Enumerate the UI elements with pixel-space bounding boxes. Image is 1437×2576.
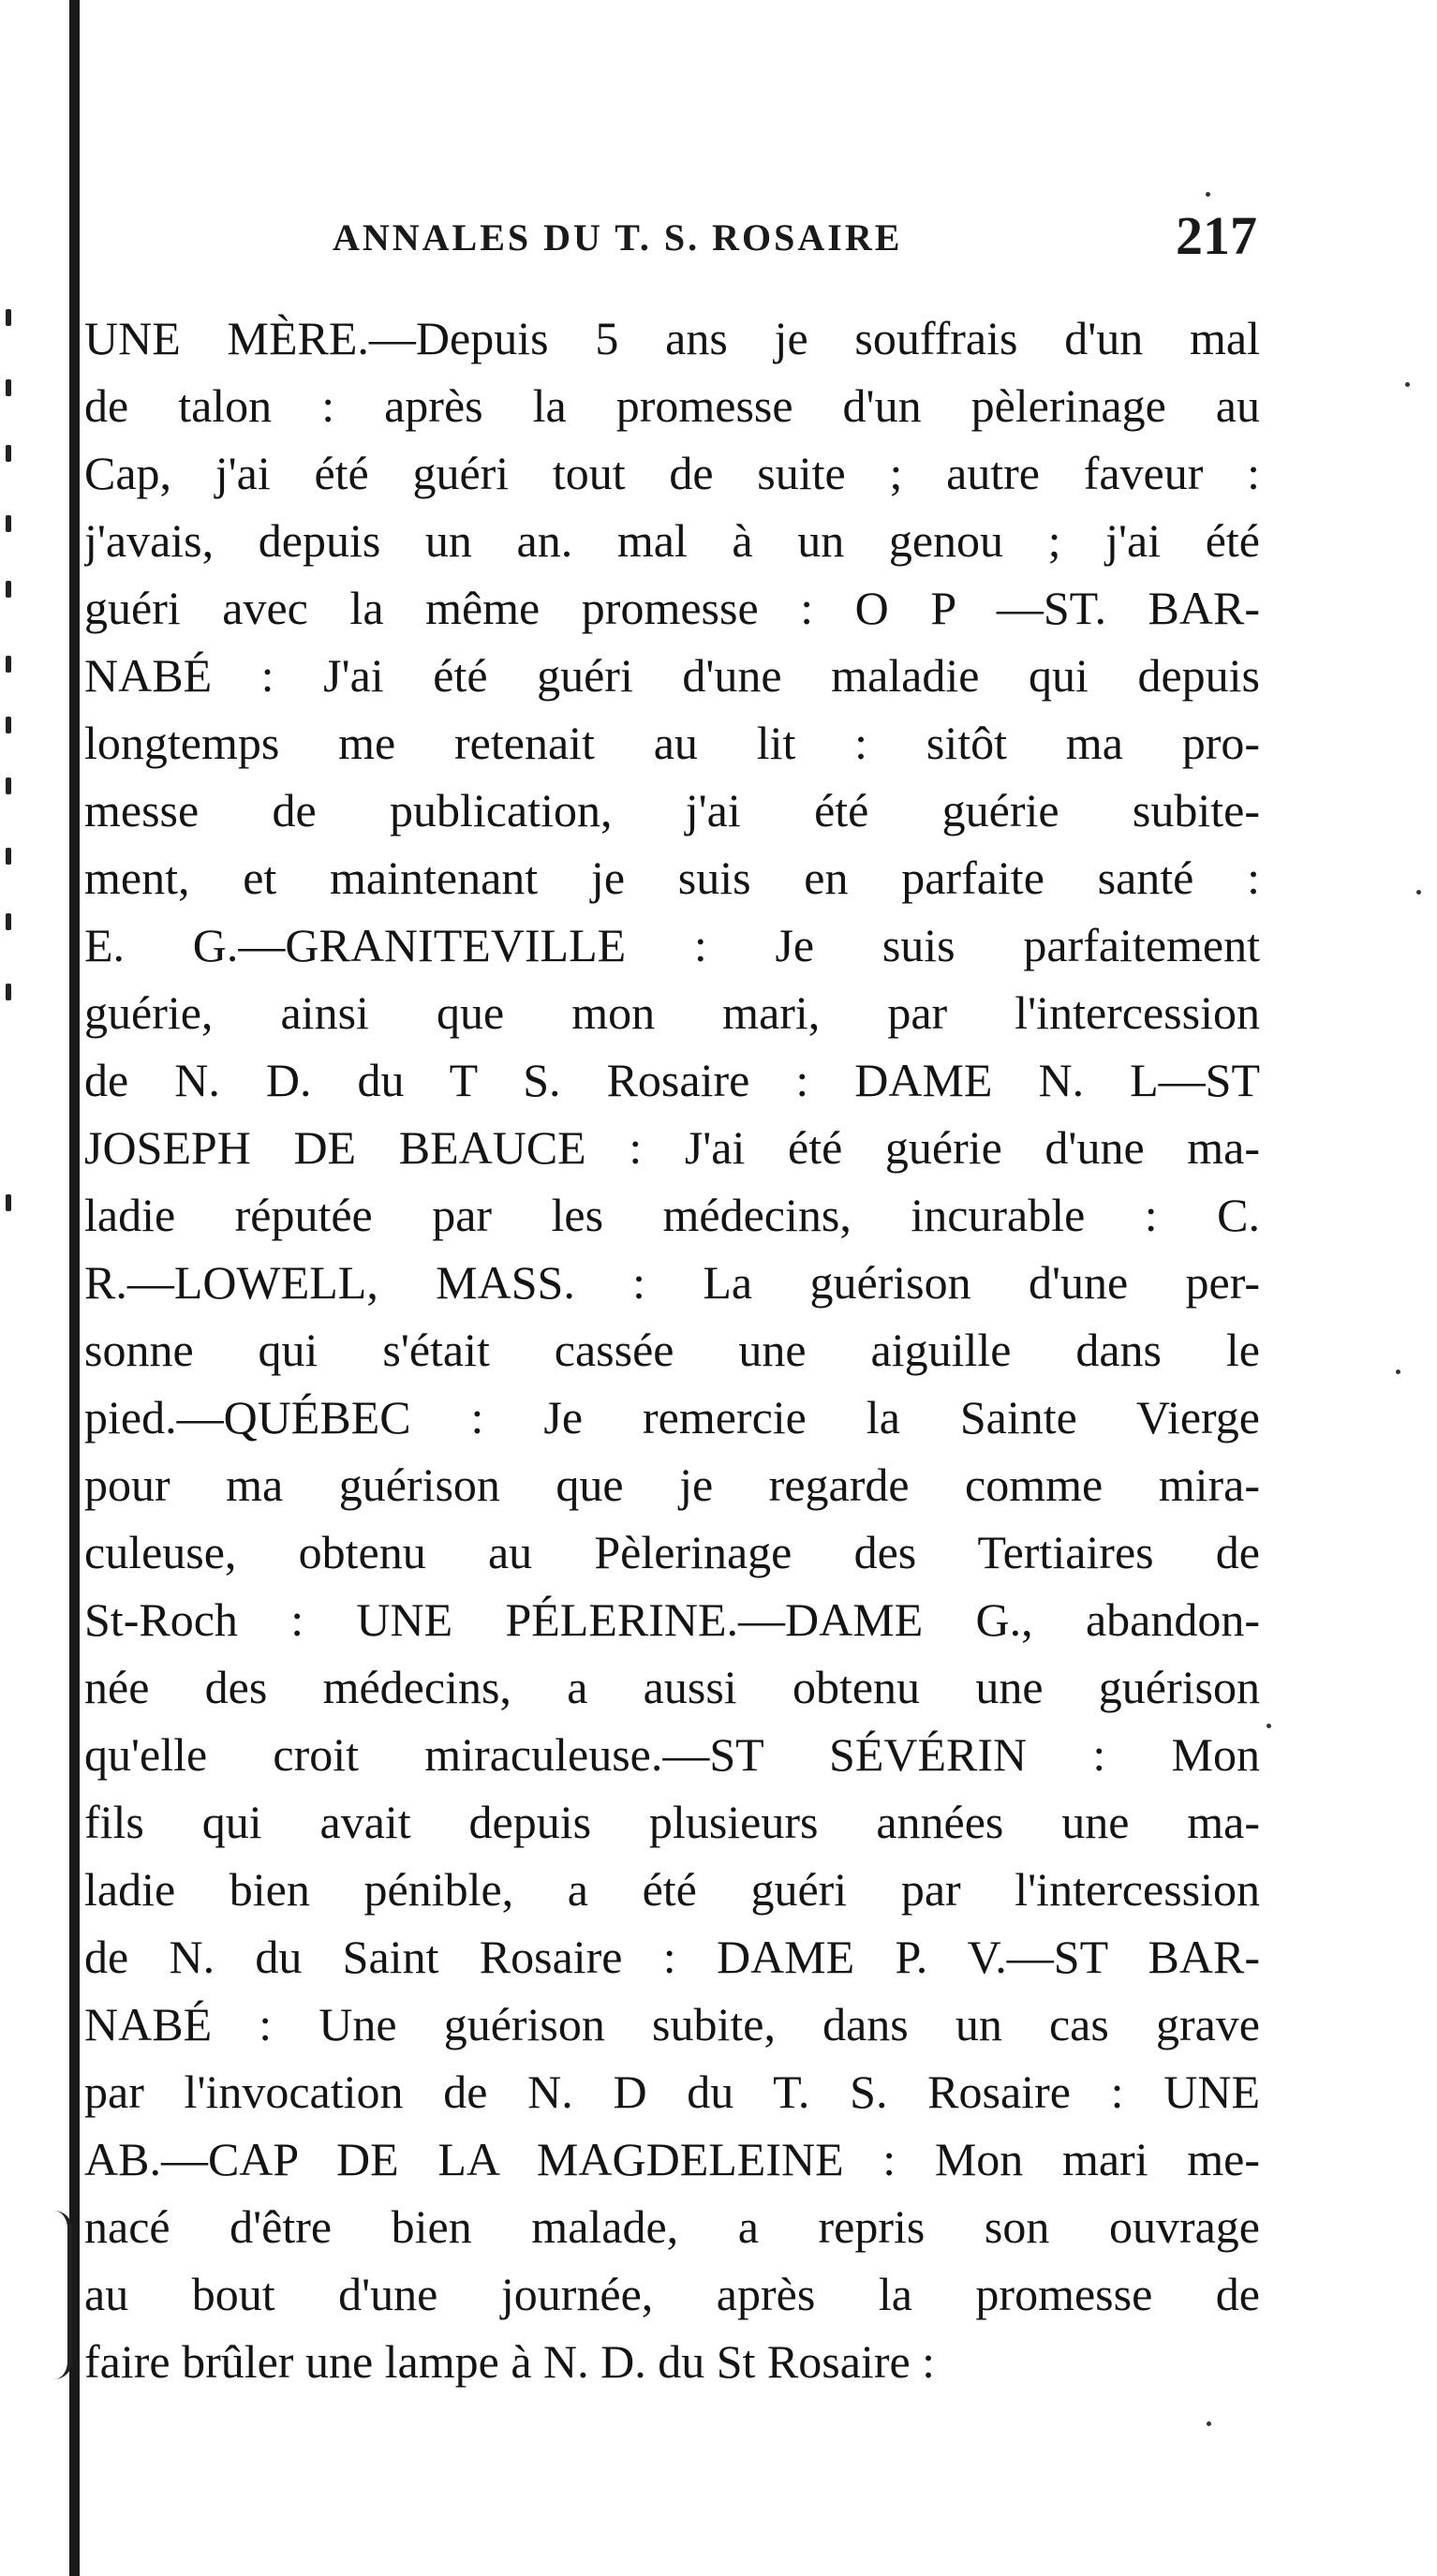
text-line: pour ma guérison que je regarde comme mira-	[84, 1458, 1260, 1511]
text-line: pied.—QUÉBEC : Je remercie la Sainte Vierge	[84, 1391, 1260, 1443]
text-line: culeuse, obtenu au Pèlerinage des Tertiaires de	[84, 1526, 1260, 1578]
margin-mark	[6, 515, 11, 532]
text-line: NABÉ : J'ai été guéri d'une maladie qui depuis	[84, 649, 1260, 702]
page-number: 217	[1176, 205, 1257, 266]
text-line: St-Roch : UNE PÉLERINE.—DAME G., abandon-	[84, 1593, 1260, 1646]
text-line: de N. D. du T S. Rosaire : DAME N. L—ST	[84, 1054, 1260, 1106]
margin-mark	[6, 309, 11, 326]
text-line: guérie, ainsi que mon mari, par l'intercession	[84, 986, 1260, 1039]
margin-mark	[6, 717, 11, 733]
margin-mark	[6, 913, 11, 930]
margin-mark	[6, 1194, 11, 1211]
text-line: messe de publication, j'ai été guérie subite-	[84, 784, 1260, 836]
text-line: sonne qui s'était cassée une aiguille dans le	[84, 1324, 1260, 1376]
text-line: de talon : après la promesse d'un pèlerinage au	[84, 379, 1260, 432]
text-line: au bout d'une journée, après la promesse de	[84, 2268, 1260, 2320]
text-line: R.—LOWELL, MASS. : La guérison d'une per-	[84, 1256, 1260, 1309]
margin-mark	[6, 379, 11, 396]
running-head	[333, 204, 1269, 270]
ink-speck	[1207, 2421, 1211, 2426]
margin-marks	[0, 0, 37, 2576]
text-line: qu'elle croit miraculeuse.—ST SÉVÉRIN : Mon	[84, 1728, 1260, 1781]
text-line: nacé d'être bien malade, a repris son ouvrage	[84, 2200, 1260, 2253]
margin-mark	[6, 581, 11, 598]
running-title: ANNALES DU T. S. ROSAIRE	[333, 216, 903, 259]
text-line: UNE MÈRE.—Depuis 5 ans je souffrais d'un mal	[84, 312, 1260, 364]
ink-speck	[1405, 382, 1410, 387]
text-line: faire brûler une lampe à N. D. du St Rosaire :	[84, 2335, 936, 2388]
margin-mark	[6, 445, 11, 462]
ink-speck	[1416, 890, 1421, 895]
text-line: ment, et maintenant je suis en parfaite santé :	[84, 851, 1260, 904]
text-line: fils qui avait depuis plusieurs années une ma-	[84, 1796, 1260, 1848]
text-line: ladie réputée par les médecins, incurable : C.	[84, 1189, 1260, 1241]
margin-mark	[6, 848, 11, 865]
text-line: née des médecins, a aussi obtenu une guérison	[84, 1661, 1260, 1713]
ink-speck	[1396, 1369, 1400, 1374]
text-line: par l'invocation de N. D du T. S. Rosaire : UNE	[84, 2065, 1260, 2118]
text-line: E. G.—GRANITEVILLE : Je suis parfaitement	[84, 919, 1260, 971]
text-line: JOSEPH DE BEAUCE : J'ai été guérie d'une ma-	[84, 1121, 1260, 1174]
ink-speck	[1206, 192, 1210, 197]
margin-mark	[6, 656, 11, 673]
text-line: de N. du Saint Rosaire : DAME P. V.—ST BAR-	[84, 1931, 1260, 1983]
text-line: AB.—CAP DE LA MAGDELEINE : Mon mari me-	[84, 2133, 1260, 2185]
margin-mark	[6, 984, 11, 1000]
text-line: Cap, j'ai été guéri tout de suite ; autre faveur :	[84, 447, 1260, 499]
margin-bracket	[54, 2211, 72, 2379]
text-line: longtemps me retenait au lit : sitôt ma pro-	[84, 717, 1260, 769]
text-line: ladie bien pénible, a été guéri par l'intercession	[84, 1863, 1260, 1916]
text-line: NABÉ : Une guérison subite, dans un cas grave	[84, 1998, 1260, 2050]
body-text	[84, 304, 1260, 2395]
text-line: guéri avec la même promesse : O P —ST. BAR-	[84, 582, 1260, 634]
binding-edge-rule	[69, 0, 80, 2576]
margin-mark	[6, 777, 11, 794]
text-line: j'avais, depuis un an. mal à un genou ; j'ai été	[84, 514, 1260, 567]
ink-speck	[1267, 1724, 1271, 1728]
